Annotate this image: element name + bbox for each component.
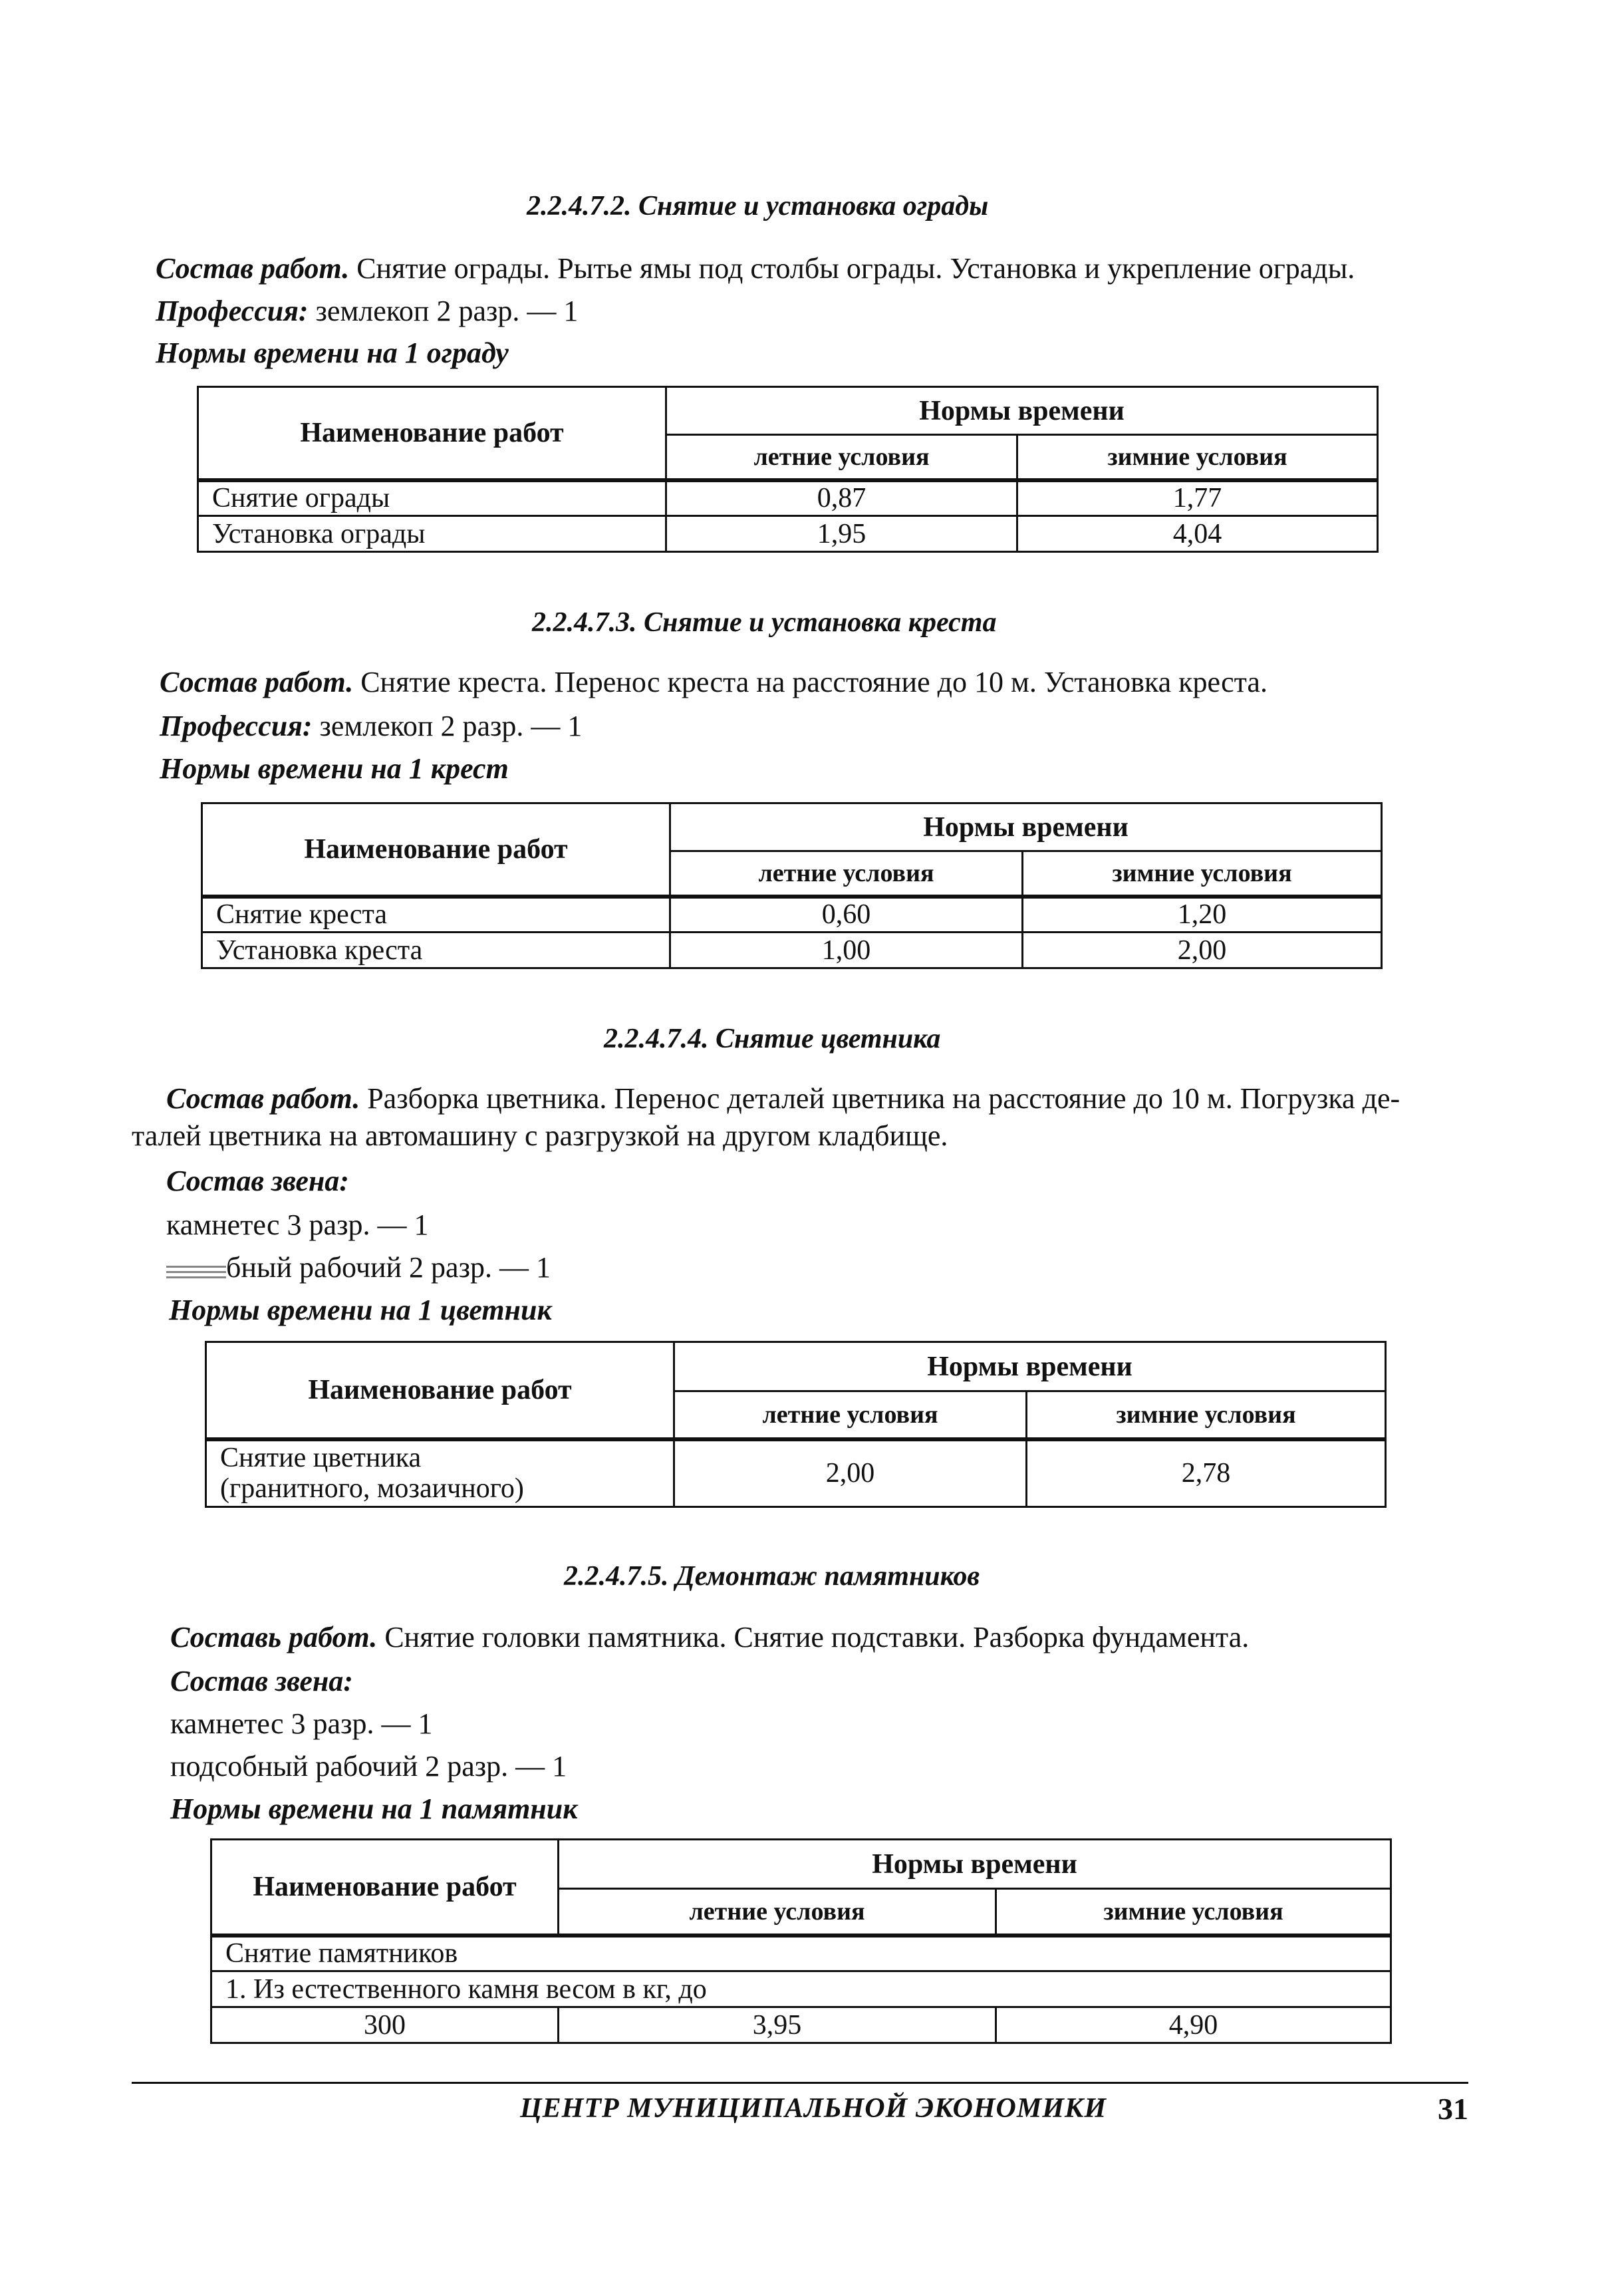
footer-title: ЦЕНТР МУНИЦИПАЛЬНОЙ ЭКОНОМИКИ (520, 2093, 1107, 2124)
profession-label: Профессия: (160, 710, 313, 742)
norms-title: Нормы времени на 1 крест (160, 752, 509, 785)
col-header-norms: Нормы времени (670, 803, 1382, 851)
col-header-name: Наименование работ (198, 387, 666, 480)
row-winter: 2,00 (1023, 933, 1382, 968)
crew-member: камнетес 3 разр. — 1 (166, 1209, 429, 1241)
norms-title: Нормы времени на 1 ограду (156, 337, 509, 369)
row-summer: 1,95 (666, 516, 1017, 552)
work-label: Состав работ. (156, 252, 350, 285)
row-winter: 1,77 (1017, 480, 1378, 516)
work-composition (170, 1620, 1249, 1654)
crew-member: камнетес 3 разр. — 1 (170, 1707, 433, 1740)
row-winter: 2,78 (1027, 1439, 1386, 1507)
col-header-name: Наименование работ (211, 1840, 559, 1936)
row-summer: 0,60 (670, 897, 1023, 933)
row-summer: 0,87 (666, 480, 1017, 516)
row-name: Снятие ограды (198, 480, 666, 516)
table-row (211, 2007, 1391, 2043)
smudge-mark (166, 1262, 226, 1278)
table-group-row (211, 1936, 1391, 1971)
row-summer: 3,95 (559, 2007, 996, 2043)
col-header-summer: летние условия (666, 435, 1017, 480)
col-header-winter: зимние условия (1027, 1391, 1386, 1439)
work-text-line-1: Разборка цветника. Перенос деталей цветника на расстояние до 10 м. Погрузка де- (367, 1082, 1400, 1115)
profession-label: Профессия: (156, 295, 309, 327)
section-heading: 2.2.4.7.5. Демонтаж памятников (564, 1561, 980, 1592)
section-heading: 2.2.4.7.3. Снятие и установка креста (532, 607, 997, 638)
work-composition (166, 1081, 1400, 1115)
row-summer: 1,00 (670, 933, 1023, 968)
col-header-summer: летние условия (670, 851, 1023, 897)
footer-rule (132, 2082, 1468, 2084)
row-name (206, 1439, 674, 1507)
col-header-norms: Нормы времени (674, 1342, 1386, 1391)
table-row (198, 516, 1378, 552)
col-header-name: Наименование работ (206, 1342, 674, 1439)
row-winter: 4,04 (1017, 516, 1378, 552)
table-row (202, 933, 1382, 968)
work-composition (160, 665, 1267, 699)
work-label: Состав работ. (160, 666, 354, 698)
profession (156, 294, 578, 328)
col-header-winter: зимние условия (996, 1889, 1391, 1936)
crew-member-text: бный рабочий 2 разр. — 1 (226, 1251, 551, 1284)
crew-member: подсобный рабочий 2 разр. — 1 (170, 1750, 567, 1783)
row-name-line-2: (гранитного, мозаичного) (220, 1473, 524, 1505)
col-header-norms: Нормы времени (559, 1840, 1391, 1889)
profession-text: землекоп 2 разр. — 1 (319, 710, 583, 742)
table-subgroup-row (211, 1971, 1391, 2007)
work-composition (156, 251, 1355, 285)
table-row (198, 480, 1378, 516)
table-row (206, 1439, 1386, 1507)
table-row (202, 897, 1382, 933)
work-label: Составь работ. (170, 1621, 378, 1653)
work-text: Снятие ограды. Рытье ямы под столбы ограды. Установка и укрепление ограды. (356, 252, 1355, 285)
row-name: Установка креста (202, 933, 670, 968)
work-label: Состав работ. (166, 1082, 360, 1115)
profession-text: землекоп 2 разр. — 1 (315, 295, 579, 327)
page-number: 31 (1438, 2092, 1468, 2126)
section-heading: 2.2.4.7.2. Снятие и установка ограды (527, 191, 989, 221)
row-name: Снятие креста (202, 897, 670, 933)
crew-label: Состав звена: (166, 1165, 349, 1197)
col-header-winter: зимние условия (1023, 851, 1382, 897)
work-text-line-2: талей цветника на автомашину с разгрузкой на другом кладбище. (132, 1119, 948, 1152)
subgroup-label: 1. Из естественного камня весом в кг, до (211, 1971, 1391, 2007)
row-name: Установка ограды (198, 516, 666, 552)
row-name: 300 (211, 2007, 559, 2043)
col-header-winter: зимние условия (1017, 435, 1378, 480)
row-summer: 2,00 (674, 1439, 1027, 1507)
norms-table (210, 1838, 1392, 2044)
row-name-line-1: Снятие цветника (220, 1443, 422, 1474)
norms-table (205, 1341, 1387, 1508)
group-label: Снятие памятников (211, 1936, 1391, 1971)
norms-title: Нормы времени на 1 памятник (170, 1793, 578, 1825)
norms-table (197, 386, 1379, 553)
work-text: Снятие креста. Перенос креста на расстояние до 10 м. Установка креста. (360, 666, 1267, 698)
row-winter: 4,90 (996, 2007, 1391, 2043)
profession (160, 709, 582, 743)
col-header-norms: Нормы времени (666, 387, 1378, 435)
crew-label: Состав звена: (170, 1665, 353, 1697)
work-text: Снятие головки памятника. Снятие подставки. Разборка фундамента. (384, 1621, 1250, 1653)
col-header-name: Наименование работ (202, 803, 670, 897)
crew-member (166, 1250, 551, 1284)
norms-title: Нормы времени на 1 цветник (169, 1294, 552, 1326)
section-heading: 2.2.4.7.4. Снятие цветника (604, 1024, 941, 1054)
col-header-summer: летние условия (674, 1391, 1027, 1439)
col-header-summer: летние условия (559, 1889, 996, 1936)
row-winter: 1,20 (1023, 897, 1382, 933)
norms-table (201, 802, 1383, 969)
